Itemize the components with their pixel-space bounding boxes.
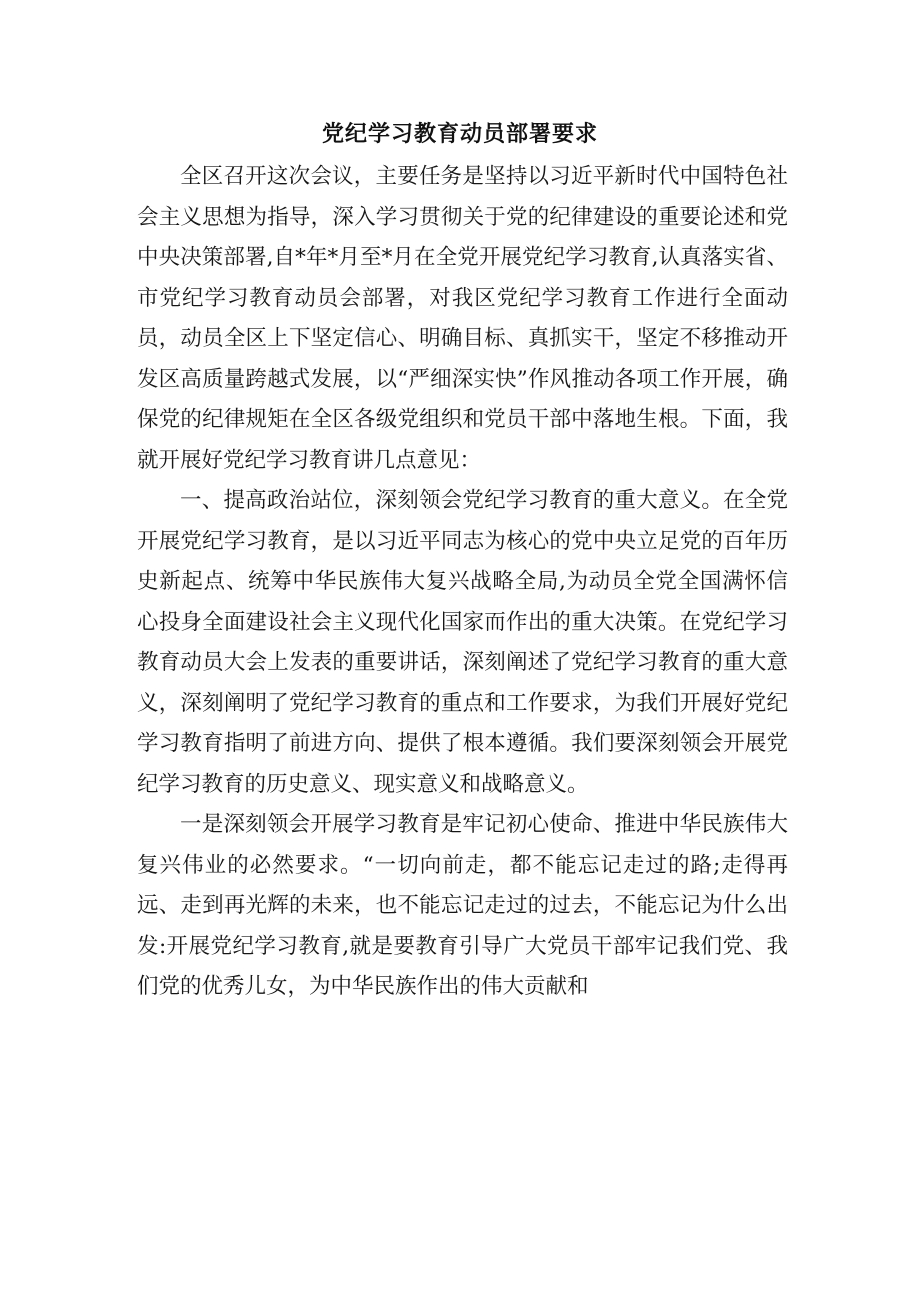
paragraph-section-one: 一、提高政治站位，深刻领会党纪学习教育的重大意义。在全党开展党纪学习教育，是以习近平同志为核心的党中央立足党的百年历史新起点、统筹中华民族伟大复兴战略全局,为动员全党全国满怀信心投身全面建设社会主义现代化国家而作出的重大决策。在党纪学习教育动员大会上发表的重要讲话，深刻阐述了党纪学习教育的重大意义，深刻阐明了党纪学习教育的重点和工作要求，为我们开展好党纪学习教育指明了前进方向、提供了根本遵循。我们要深刻领会开展党纪学习教育的历史意义、现实意义和战略意义。 — [137, 488, 788, 797]
paragraph-point-one: 一是深刻领会开展学习教育是牢记初心使命、推进中华民族伟大复兴伟业的必然要求。“一切向前走，都不能忘记走过的路;走得再远、走到再光辉的未来，也不能忘记走过的过去，不能忘记为什么出发:开展党纪学习教育,就是要教育引导广大党员干部牢记我们党、我们党的优秀儿女，为中华民族作出的伟大贡献和 — [137, 812, 788, 999]
document-title: 党纪学习教育动员部署要求 — [321, 121, 598, 147]
document-body — [137, 157, 788, 1008]
paragraph-intro: 全区召开这次会议，主要任务是坚持以习近平新时代中国特色社会主义思想为指导，深入学习贯彻关于党的纪律建设的重要论述和党中央决策部署,自*年*月至*月在全党开展党纪学习教育,认真落实省、市党纪学习教育动员会部署，对我区党纪学习教育工作进行全面动员，动员全区上下坚定信心、明确目标、真抓实干，坚定不移推动开发区高质量跨越式发展，以“严细深实快”作风推动各项工作开展，确保党的纪律规矩在全区各级党组织和党员干部中落地生根。下面，我就开展好党纪学习教育讲几点意见： — [137, 164, 788, 473]
